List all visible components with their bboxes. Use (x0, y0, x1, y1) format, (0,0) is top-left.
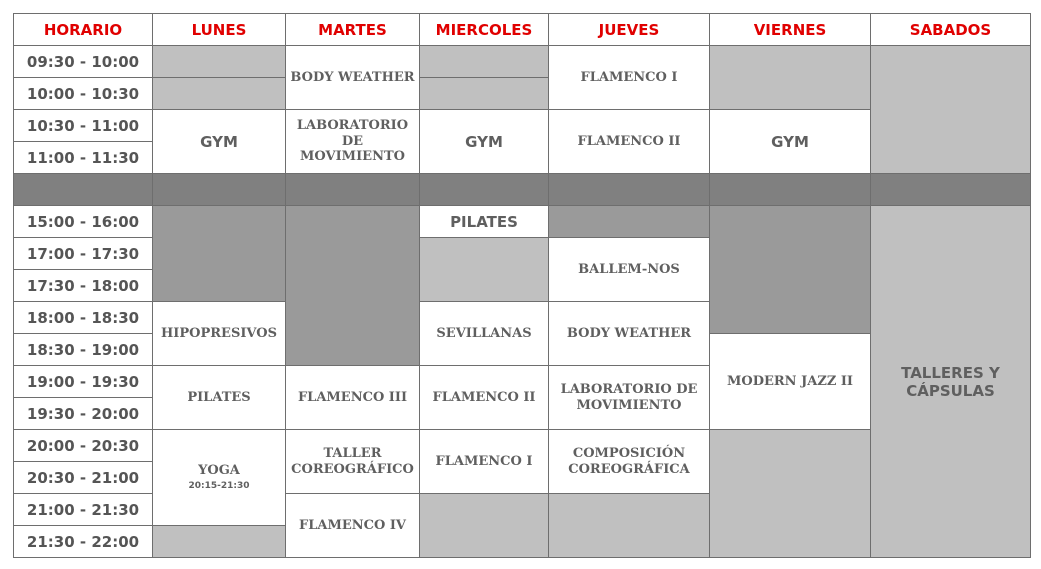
class-label-line: FLAMENCO I (580, 69, 678, 85)
class-time-note: 20:15-21:30 (188, 480, 250, 491)
class-label-line: GYM (200, 132, 238, 151)
time-slot: 20:30 - 21:00 (13, 461, 153, 494)
empty-slot (152, 77, 286, 110)
header-sabados: SABADOS (870, 13, 1031, 46)
class-hipopresivos (152, 301, 286, 366)
empty-slot (709, 205, 871, 334)
class-label-line: HIPOPRESIVOS (161, 325, 277, 341)
class-flamenco-ii (419, 365, 549, 430)
empty-slot (152, 45, 286, 78)
time-slot: 10:30 - 11:00 (13, 109, 153, 142)
header-martes: MARTES (285, 13, 420, 46)
header-viernes: VIERNES (709, 13, 871, 46)
class-label-line: BODY WEATHER (290, 69, 415, 85)
empty-slot (152, 173, 286, 206)
class-label-line: MOVIMIENTO (300, 149, 405, 165)
empty-slot (548, 173, 710, 206)
class-flamenco-i (548, 45, 710, 110)
class-label-line: PILATES (450, 212, 518, 231)
empty-slot (419, 493, 549, 558)
empty-slot (152, 205, 286, 302)
break-row (13, 173, 153, 206)
empty-slot (152, 525, 286, 558)
time-slot: 21:30 - 22:00 (13, 525, 153, 558)
class-label-line: FLAMENCO IV (298, 517, 406, 533)
time-slot: 17:00 - 17:30 (13, 237, 153, 270)
class-flamenco-i (419, 429, 549, 494)
class-label-line: BODY WEATHER (566, 325, 692, 341)
empty-slot (419, 237, 549, 302)
empty-slot (870, 173, 1031, 206)
time-slot: 18:00 - 18:30 (13, 301, 153, 334)
time-slot: 11:00 - 11:30 (13, 141, 153, 174)
time-slot: 18:30 - 19:00 (13, 333, 153, 366)
class-taller-coreográfico (285, 429, 420, 494)
class-label-line: PILATES (187, 389, 251, 405)
class-flamenco-ii (548, 109, 710, 174)
class-talleres-y-cápsulas (870, 205, 1031, 558)
class-modern-jazz-ii (709, 333, 871, 430)
empty-slot (285, 173, 420, 206)
class-pilates (419, 205, 549, 238)
class-label-line: LABORATORIO DE (296, 118, 409, 149)
class-label-line: FLAMENCO I (435, 453, 533, 469)
empty-slot (709, 173, 871, 206)
class-gym (709, 109, 871, 174)
class-label-line: SEVILLANAS (436, 325, 532, 341)
class-label-line: MODERN JAZZ II (726, 373, 853, 389)
time-slot: 21:00 - 21:30 (13, 493, 153, 526)
class-label-line: GYM (771, 132, 809, 151)
class-label-line: BALLEM-NOS (578, 261, 680, 277)
class-label-line: LABORATORIO DE (560, 381, 698, 397)
empty-slot (709, 45, 871, 110)
header-miercoles: MIERCOLES (419, 13, 549, 46)
class-sevillanas (419, 301, 549, 366)
header-jueves: JUEVES (548, 13, 710, 46)
class-pilates (152, 365, 286, 430)
class-ballemnos (548, 237, 710, 302)
class-body-weather (285, 45, 420, 110)
class-label-line: TALLER (323, 445, 382, 461)
time-slot: 19:00 - 19:30 (13, 365, 153, 398)
class-label-line: CÁPSULAS (906, 381, 995, 400)
empty-slot (285, 205, 420, 366)
time-slot: 09:30 - 10:00 (13, 45, 153, 78)
class-laboratorio-de-movimiento (548, 365, 710, 430)
header-lunes: LUNES (152, 13, 286, 46)
class-label-line: FLAMENCO II (577, 133, 681, 149)
time-slot: 20:00 - 20:30 (13, 429, 153, 462)
class-flamenco-iii (285, 365, 420, 430)
empty-slot (419, 77, 549, 110)
class-gym (152, 109, 286, 174)
empty-slot (548, 205, 710, 238)
empty-slot (548, 493, 710, 558)
class-label-line: YOGA (198, 463, 240, 479)
empty-slot (419, 45, 549, 78)
class-label-line: COREOGRÁFICO (291, 461, 414, 477)
time-slot: 10:00 - 10:30 (13, 77, 153, 110)
class-composición-coreográfica (548, 429, 710, 494)
empty-slot (870, 45, 1031, 174)
time-slot: 19:30 - 20:00 (13, 397, 153, 430)
time-slot: 17:30 - 18:00 (13, 269, 153, 302)
class-label-line: COMPOSICIÓN (572, 445, 686, 461)
class-label-line: COREOGRÁFICA (568, 461, 690, 477)
class-label-line: TALLERES Y (901, 363, 1000, 382)
class-yoga (152, 429, 286, 526)
class-flamenco-iv (285, 493, 420, 558)
class-label-line: FLAMENCO III (297, 389, 408, 405)
time-slot: 15:00 - 16:00 (13, 205, 153, 238)
class-label-line: GYM (465, 132, 503, 151)
header-horario: HORARIO (13, 13, 153, 46)
class-laboratorio-de-movimiento (285, 109, 420, 174)
class-gym (419, 109, 549, 174)
empty-slot (419, 173, 549, 206)
empty-slot (709, 429, 871, 558)
class-label-line: MOVIMIENTO (576, 397, 682, 413)
class-label-line: FLAMENCO II (432, 389, 536, 405)
class-body-weather (548, 301, 710, 366)
